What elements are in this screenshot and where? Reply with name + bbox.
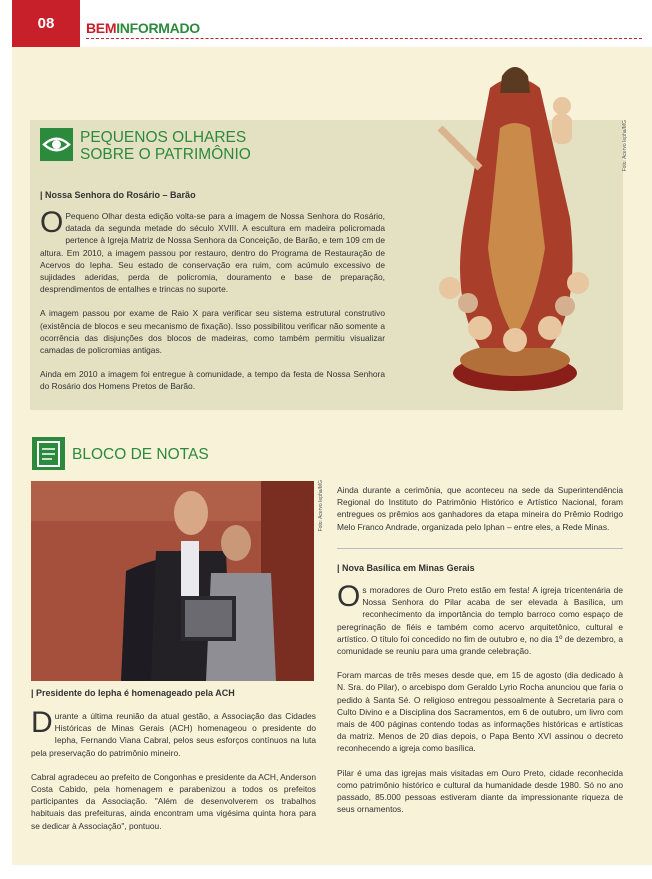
- section2-caption-2: | Nova Basílica em Minas Gerais: [337, 563, 475, 573]
- section2-right-p2-text: s moradores de Ouro Preto estão em festa! A igreja tricentenária de Nossa Senhora do Pilar acaba de ser elevada à Basílica, um reconhecimento da importância do templo barroco como espaço de peregrinação de fiéis e também como acervo arquitetônico, cultural e artístico. O título foi concedido no fim de outubro e, no dia 1º de dezembro, a comunidade se reuniu para uma grande celebração.: [337, 585, 623, 657]
- section2-paragraph-1: [31, 706, 316, 759]
- section2-photo-credit: Foto: Acervo Iepha/MG: [318, 480, 324, 532]
- drop-cap: O: [337, 580, 361, 613]
- column-divider: [337, 548, 623, 549]
- masthead-right: INFORMADO: [116, 20, 200, 36]
- section1-paragraph-2: A imagem passou por exame de Raio X para verificar seu sistema estrutural construtivo (existência de blocos e seu mecanismo de fixação). Isso possibilitou verificar não somente a ocorrência das disjunções dos blocos de madeiras, como também permitiu visualizar camadas de policromias antigas.: [40, 308, 385, 356]
- notepad-icon: [32, 437, 65, 470]
- section2-title: BLOCO DE NOTAS: [72, 446, 209, 463]
- section2-left-body: [31, 706, 316, 844]
- section1-title-line1: PEQUENOS OLHARES: [80, 129, 247, 146]
- section1-body: [40, 206, 385, 405]
- section1-caption: | Nossa Senhora do Rosário – Barão: [40, 190, 196, 200]
- eye-icon: [40, 128, 73, 161]
- section2-p1-text: urante a última reunião da atual gestão, a Associação das Cidades Históricas de Minas Gerais (ACH) homenageou o presidente do Iepha, Fernando Viana Cabral, pelos seus esforços contínuos na luta pela preservação do patrimônio mineiro.: [31, 711, 316, 758]
- drop-cap: O: [40, 206, 64, 239]
- page-number: 08: [12, 0, 80, 47]
- section1-photo-credit: Foto: Acervo Iepha/MG: [622, 120, 628, 172]
- section2-paragraph-2: Cabral agradeceu ao prefeito de Congonhas e presidente da ACH, Anderson Costa Cabido, pela homenagem e parabenizou a todos os prefeitos participantes da Associação. "Além de desenvolverem os trabalhos habituais das prefeituras, ainda encontram uma vigésima quinta hora para se dedicar à Associação", pontuou.: [31, 771, 316, 831]
- section1-paragraph-1: [40, 206, 385, 295]
- section1-p1-text: Pequeno Olhar desta edição volta-se para a imagem de Nossa Senhora do Rosário, datada da segunda metade do século XVIII. A escultura em madeira policromada pertence à Igreja Matriz de Nossa Senhora da Conceição, de Barão, e tem 109 cm de altura. Em 2010, a imagem passou por restauro, dentro do Programa de Restauração de Acervos do Iepha. Seu estado de conservação era ruim, com acúmulo excessivo de sujidades aderidas, perda de policromia, douramento e base de preparação, desprendimentos de entalhes e trincas no suporte.: [40, 211, 385, 295]
- section1-paragraph-3: Ainda em 2010 a imagem foi entregue à comunidade, a tempo da festa de Nossa Senhora do Rosário dos Homens Pretos de Barão.: [40, 369, 385, 392]
- section2-right-top: [337, 484, 623, 545]
- statue-image: [420, 48, 610, 403]
- section2-right-paragraph-2: [337, 580, 623, 657]
- header-divider: [86, 38, 642, 39]
- section2-right-paragraph-4: Pilar é uma das igrejas mais visitadas em Ouro Preto, cidade reconhecida como patrimônio histórico e cultural da humanidade desde 1980. Só no ano passado, 85.000 pessoas estiveram diante da impressionante riqueza de seus ornamentos.: [337, 767, 623, 815]
- masthead-left: BEM: [86, 20, 117, 36]
- masthead: [86, 20, 200, 36]
- section2-caption: | Presidente do Iepha é homenageado pela ACH: [31, 688, 235, 698]
- drop-cap: D: [31, 706, 53, 739]
- section2-right-body: [337, 580, 623, 827]
- ceremony-photo: [31, 481, 314, 681]
- section1-title: [80, 129, 251, 163]
- section2-right-paragraph-1: Ainda durante a cerimônia, que aconteceu na sede da Superintendência Regional do Instituto do Patrimônio Histórico e Artístico Nacional, foram entregues os prêmios aos ganhadores da etapa mineira do Prêmio Rodrigo Melo Franco Andrade, organizada pelo Iphan – entre eles, a Rede Minas.: [337, 485, 623, 532]
- section1-title-line2: SOBRE O PATRIMÔNIO: [80, 146, 251, 163]
- section2-right-paragraph-3: Foram marcas de três meses desde que, em 15 de agosto (dia dedicado à N. Sra. do Pilar), o arcebispo dom Geraldo Lyrio Rocha anunciou que faria o pedido à Santa Sé. O religioso entregou pessoalmente à Secretaria para o Culto Divino e a Disciplina dos Sacramentos, em 6 de outubro, um livro com mais de 400 páginas contendo todas as informações históricas e artísticas da matriz. Menos de 20 dias depois, o Papa Bento XVI assinou o decreto reconhecendo a igreja como basílica.: [337, 670, 623, 754]
